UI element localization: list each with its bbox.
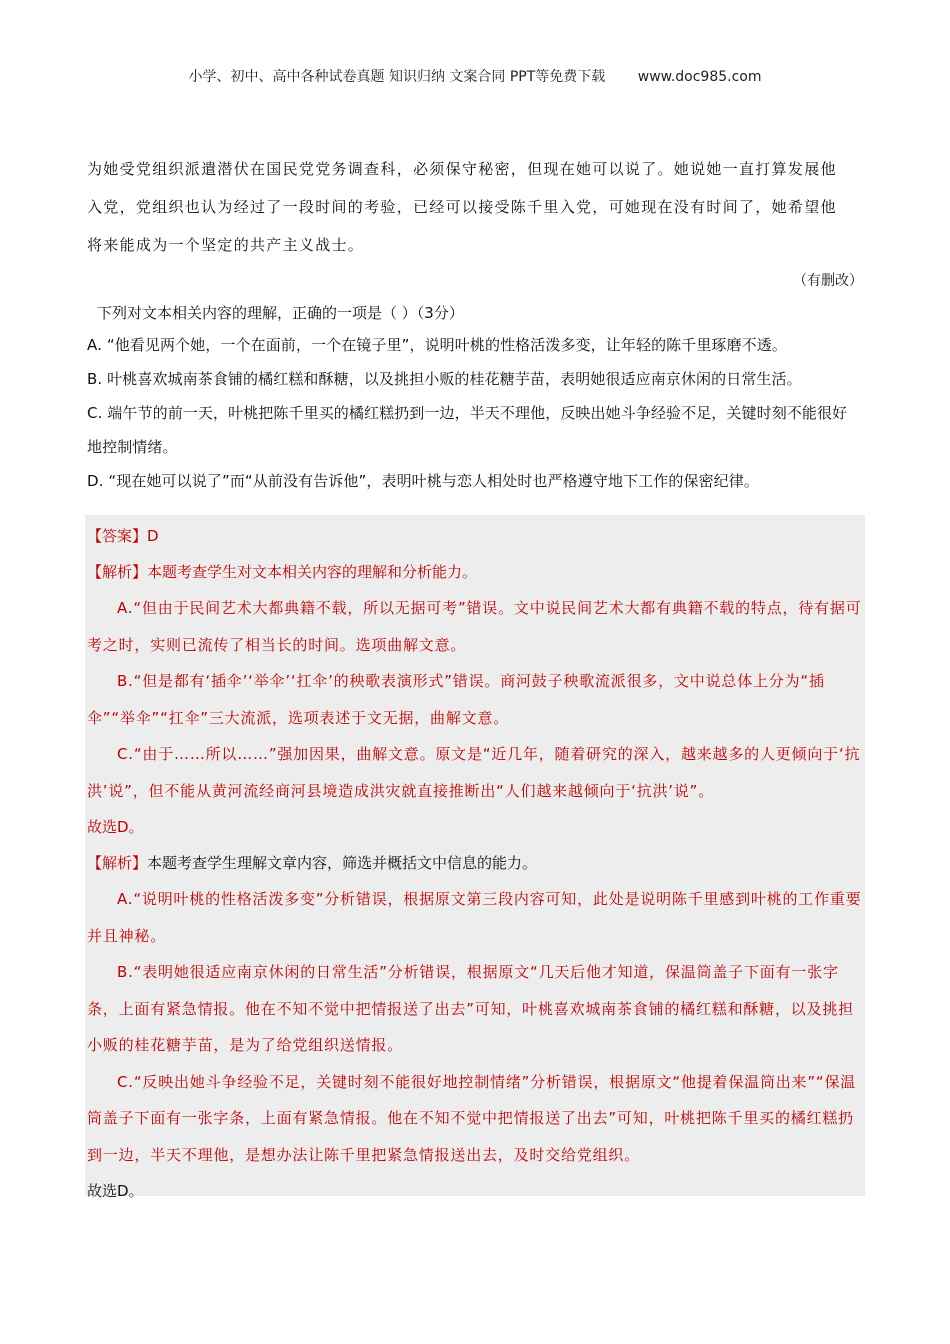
analysis2-option-b: B.“表明她很适应南京休闲的日常生活”分析错误，根据原文“几天后他才知道，保温筒盖子下面有一张字条，上面有紧急情报。他在不知不觉中把情报送了出去”可知，叶桃喜欢城南茶食铺的橘红糕和酥糖，以及挑担小贩的桂花糖芋苗，是为了给党组织送情报。 bbox=[87, 963, 854, 1054]
answer-value: D bbox=[147, 527, 159, 545]
answer-label: 【答案】 bbox=[87, 527, 148, 545]
analysis2-label: 【解析】 bbox=[87, 854, 148, 872]
analysis2-option-a: A.“说明叶桃的性格活泼多变”分析错误，根据原文第三段内容可知，此处是说明陈千里感到叶桃的工作重要并且神秘。 bbox=[87, 890, 862, 945]
analysis1-label: 【解析】 bbox=[87, 563, 148, 581]
passage-line: 为她受党组织派遣潜伏在国民党党务调查科，必须保守秘密，但现在她可以说了。她说她一直打算发展他 bbox=[87, 160, 837, 178]
page-header bbox=[0, 66, 950, 86]
passage-line: 入党，党组织也认为经过了一段时间的考验，已经可以接受陈千里入党，可她现在没有时间了，她希望他 bbox=[87, 198, 837, 216]
analysis1-conclusion: 故选D。 bbox=[87, 818, 144, 836]
passage-source: （有删改） bbox=[793, 273, 863, 289]
analysis2-intro-line bbox=[87, 845, 862, 881]
analysis1-intro-line bbox=[87, 554, 862, 590]
answer-section bbox=[87, 518, 862, 1209]
analysis2-option-c: C.“反映出她斗争经验不足，关键时刻不能很好地控制情绪”分析错误，根据原文“他提着保温筒出来”“保温筒盖子下面有一张字条，上面有紧急情报。他在不知不觉中把情报送了出去”可知，叶桃把陈千里买的橘红糕扔到一边，半天不理他，是想办法让陈千里把紧急情报送出去，及时交给党组织。 bbox=[87, 1072, 857, 1164]
analysis1-option-a: A.“但由于民间艺术大都典籍不载，所以无据可考”错误。文中说民间艺术大都有典籍不载的特点，待有据可考之时，实则已流传了相当长的时间。选项曲解文意。 bbox=[87, 599, 862, 654]
passage-line: 将来能成为一个坚定的共产主义战士。 bbox=[87, 236, 365, 254]
answer-line bbox=[87, 518, 862, 554]
analysis2-intro: 本题考查学生理解文章内容，筛选并概括文中信息的能力。 bbox=[147, 854, 538, 872]
option-b: B. 叶桃喜欢城南茶食铺的橘红糕和酥糖，以及挑担小贩的桂花糖芋苗，表明她很适应南京休闲的日常生活。 bbox=[87, 370, 802, 388]
question-stem: 下列对文本相关内容的理解，正确的一项是（ ）（3分） bbox=[97, 304, 464, 322]
option-a: A. “他看见两个她，一个在面前，一个在镜子里”，说明叶桃的性格活泼多变，让年轻的陈千里琢磨不透。 bbox=[87, 336, 787, 354]
header-site-link[interactable]: www.doc985.com bbox=[637, 69, 762, 85]
analysis1-option-b: B.“但是都有‘插伞’‘举伞’‘扛伞’的秧歌表演形式”错误。商河鼓子秧歌流派很多，文中说总体上分为“插伞”“举伞”“扛伞”三大流派，选项表述于文无据，曲解文意。 bbox=[87, 672, 825, 727]
analysis1-option-c: C.“由于……所以……”强加因果，曲解文意。原文是“近几年，随着研究的深入，越来越多的人更倾向于‘抗洪’说”，但不能从黄河流经商河县境造成洪灾就直接推断出“人们越来越倾向于‘抗洪’说”。 bbox=[87, 745, 861, 800]
header-text: 小学、初中、高中各种试卷真题 知识归纳 文案合同 PPT等免费下载 bbox=[188, 69, 606, 85]
passage-section bbox=[87, 150, 867, 498]
option-d: D. “现在她可以说了”而“从前没有告诉他”，表明叶桃与恋人相处时也严格遵守地下工作的保密纪律。 bbox=[87, 472, 759, 490]
analysis2-conclusion: 故选D。 bbox=[87, 1182, 144, 1200]
option-c: C. 端午节的前一天，叶桃把陈千里买的橘红糕扔到一边，半天不理他，反映出她斗争经验不足，关键时刻不能很好地控制情绪。 bbox=[87, 404, 848, 456]
analysis1-intro: 本题考查学生对文本相关内容的理解和分析能力。 bbox=[147, 563, 478, 581]
